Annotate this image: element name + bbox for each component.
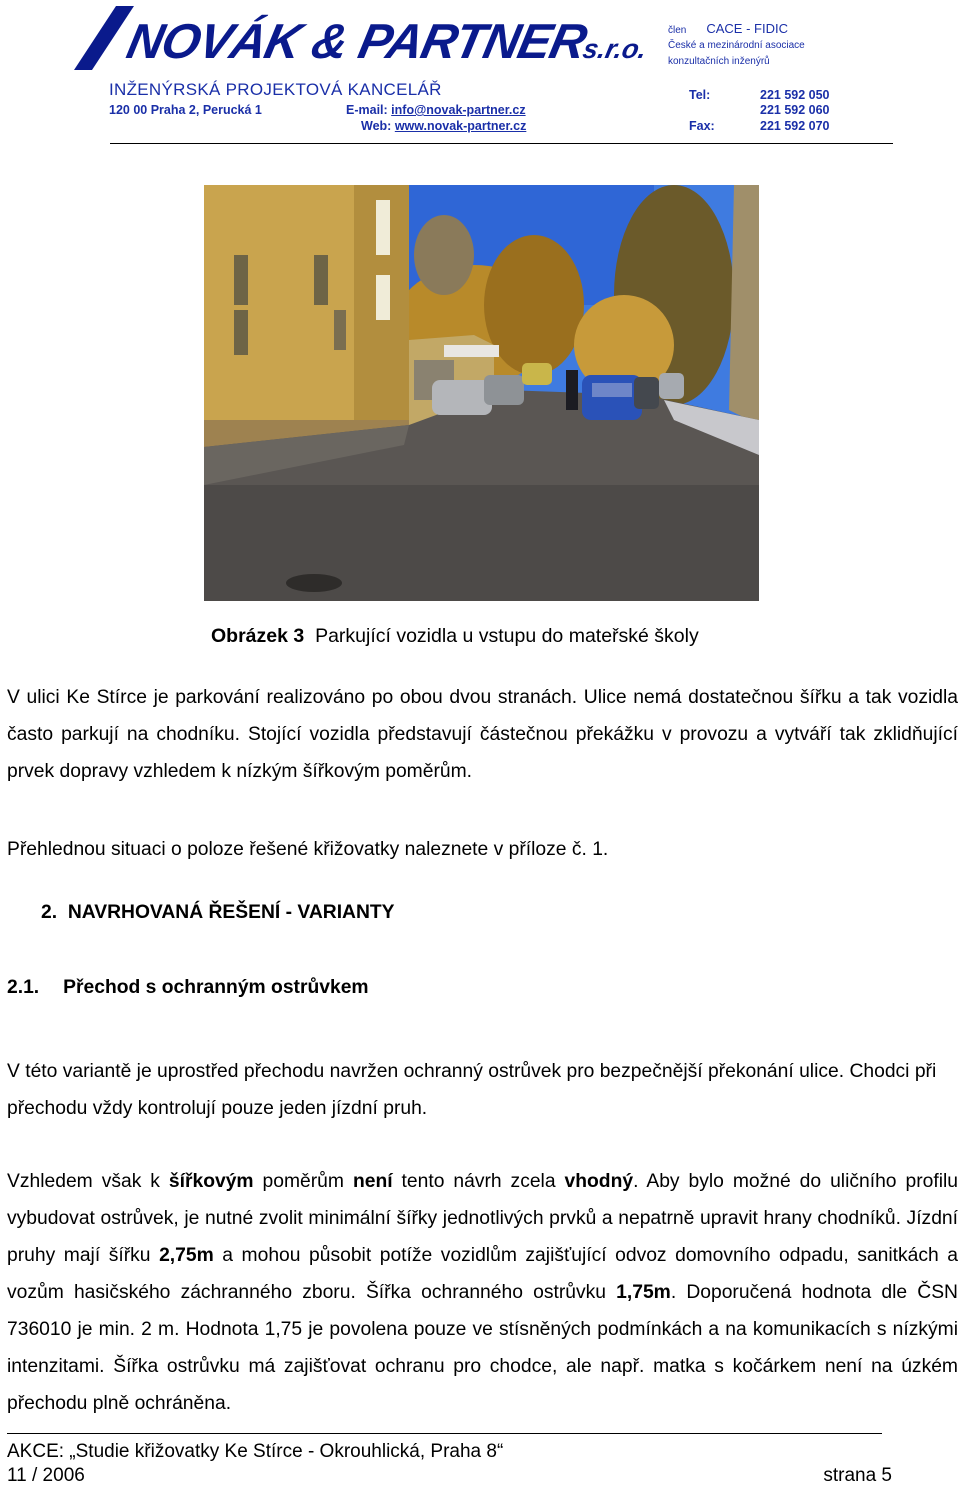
tel-label: Tel:: [689, 88, 711, 102]
fax-number: 221 592 070: [760, 119, 830, 133]
subsection-heading: 2.1. Přechod s ochranným ostrůvkem: [7, 977, 369, 998]
figure-caption: [211, 625, 699, 648]
header-divider: [110, 143, 893, 144]
membership: člen CACE - FIDIC: [668, 21, 788, 36]
paragraph-assessment: Vzhledem však k šířkovým poměrům není tento návrh zcela vhodný. Aby bylo možné do uličního profilu vybudovat ostrůvek, je nutné zvolit minimální šířky jednotlivých prvků a nepatrně upravit hrany chodníků. Jízdní pruhy mají šířku 2,75m a mohou působit potíže vozidlům zajišťující odvoz domovního odpadu, sanitkách a vozům hasičského záchranného zboru. Šířka ochranného ostrůvku 1,75m. Doporučená hodnota dle ČSN 736010 je min. 2 m. Hodnota 1,75 je povolena pouze ve stísněných podmínkách a na komunikacích s nízkými intenzitami. Šířka ostrůvku má zajišťovat ochranu pro chodce, ale např. matka s kočárkem není na úzkém přechodu plně ochráněna.: [7, 1171, 958, 1414]
tel-1: 221 592 050: [760, 88, 830, 102]
footer-divider: [7, 1433, 882, 1434]
association-line-1: České a mezinárodní asociace: [668, 40, 805, 51]
street-photo: [204, 185, 759, 601]
fax-label: Fax:: [689, 119, 715, 133]
paragraph-situation: Přehlednou situaci o poloze řešené křižovatky naleznete v příloze č. 1.: [7, 839, 609, 860]
caption-label: Obrázek 3: [211, 625, 305, 647]
tel-2: 221 592 060: [760, 103, 830, 117]
web-line: Web: www.novak-partner.cz: [361, 119, 527, 133]
address: 120 00 Praha 2, Perucká 1: [109, 103, 262, 117]
email-line: E-mail: info@novak-partner.cz: [346, 103, 526, 117]
footer-date: 11 / 2006: [7, 1465, 85, 1486]
footer-project: AKCE: „Studie křižovatky Ke Stírce - Okrouhlická, Praha 8“: [7, 1441, 504, 1462]
association-line-2: konzultačních inženýrů: [668, 56, 770, 67]
office-name: INŽENÝRSKÁ PROJEKTOVÁ KANCELÁŘ: [109, 80, 442, 99]
caption-text: Parkující vozidla u vstupu do mateřské školy: [315, 625, 699, 647]
section-heading: 2. NAVRHOVANÁ ŘEŠENÍ - VARIANTY: [41, 902, 395, 923]
paragraph-parking: V ulici Ke Stírce je parkování realizováno po obou dvou stranách. Ulice nemá dostatečnou šířku a tak vozidla často parkují na chodníku. Stojící vozidla představují částečnou překážku v provozu a vytváří tak zklidňující prvek dopravy vzhledem k nízkým šířkovým poměrům.: [7, 687, 958, 782]
web-link[interactable]: www.novak-partner.cz: [394, 119, 527, 133]
email-link[interactable]: info@novak-partner.cz: [391, 103, 526, 117]
page-number: strana 5: [823, 1465, 892, 1486]
company-logo: NOVÁK & PARTNERs.r.o.: [122, 15, 650, 69]
paragraph-variant: V této variantě je uprostřed přechodu navržen ochranný ostrůvek pro bezpečnější překonání ulice. Chodci při přechodu vždy kontrolují pouze jeden jízdní pruh.: [7, 1061, 937, 1119]
